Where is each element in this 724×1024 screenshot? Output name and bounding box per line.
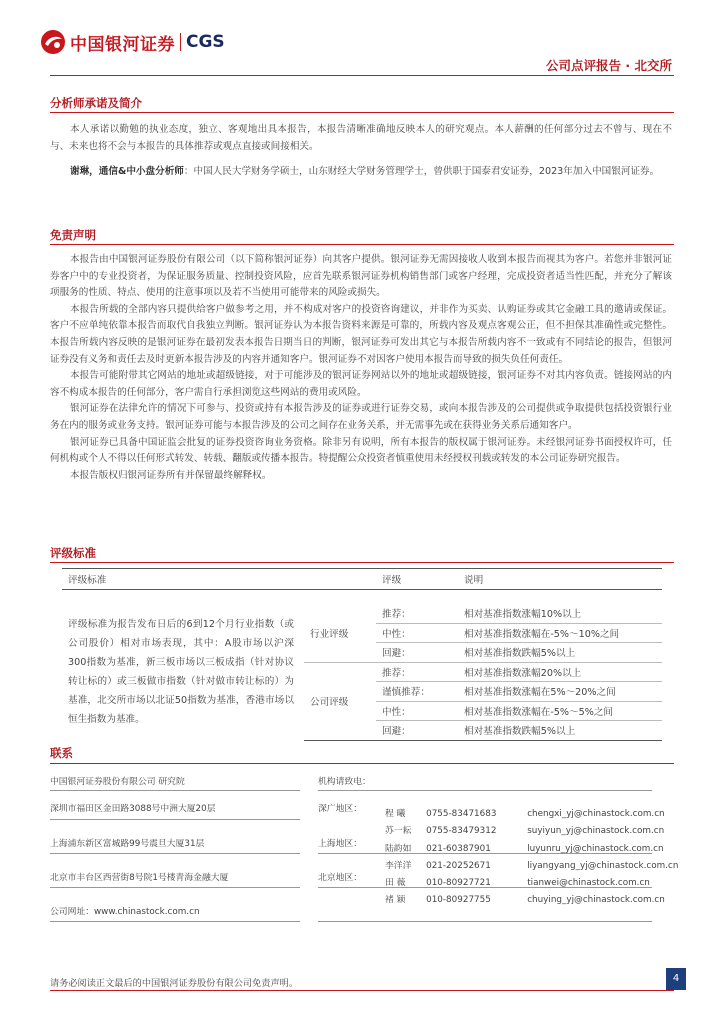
company-rating-label: 公司评级 <box>304 662 376 740</box>
disclaimer-paragraph: 银河证券在法律允许的情况下可参与、投资或持有本报告涉及的证券或进行证券交易，或向本报告涉及的公司提供或争取提供包括投资银行业务在内的服务或业务支持。银河证券可能与本报告涉及的公司之间存在业务关系，并无需事先或在获得业务关系后通知客户。 <box>50 403 672 431</box>
disclaimer-section-title: 免责声明 <box>50 228 96 242</box>
rating-desc: 相对基准指数涨幅20%以上 <box>458 662 662 682</box>
person-name: 田 薇 <box>385 878 406 888</box>
analyst-bio <box>50 164 672 181</box>
contact-divider <box>50 887 300 888</box>
disclaimer-paragraph: 本报告可能附带其它网站的地址或超级链接，对于可能涉及的银河证券网站以外的地址或超级链接，银河证券不对其内容负责。链接网站的内容不构成本报告的任何部分，客户需自行承担浏览这些网站的费用或风险。 <box>50 370 672 398</box>
footer-divider <box>50 990 674 991</box>
sales-label: 机构请致电： <box>318 777 371 787</box>
region-shanghai: 上海地区： <box>318 839 362 849</box>
region-beijing: 北京地区： <box>318 873 362 883</box>
disclaimer-body <box>50 252 672 484</box>
person-email[interactable]: tianwei@chinastock.com.cn <box>527 878 650 888</box>
person-name: 褚 颖 <box>385 895 406 905</box>
rating-grade: 推荐： <box>376 662 458 682</box>
contact-divider <box>50 853 300 854</box>
contact-section-divider <box>50 763 674 764</box>
contact-divider <box>318 921 652 922</box>
galaxy-logo-icon <box>40 29 66 55</box>
rating-header-row <box>62 569 662 590</box>
person-phone: 021-60387901 <box>426 844 491 854</box>
rating-desc: 相对基准指数涨幅在5%～20%之间 <box>458 682 662 702</box>
pledge-text: 本人承诺以勤勉的执业态度，独立、客观地出具本报告，本报告清晰准确地反映本人的研究观点。本人薪酬的任何部分过去不曾与、现在不与、未来也将不会与本报告的具体推荐或观点直接或间接相关。 <box>50 124 672 152</box>
contact-person <box>385 818 664 837</box>
analyst-bio-text: ：中国人民大学财务学硕士，山东财经大学财务管理学士，曾供职于国泰君安证券，2023年加入中国银河证券。 <box>183 166 660 177</box>
contact-divider <box>50 921 300 922</box>
contact-divider <box>318 790 652 791</box>
logo-divider <box>180 33 181 51</box>
contact-divider <box>50 819 300 820</box>
rating-grade: 中性： <box>376 623 458 643</box>
rating-rule-text: 评级标准为报告发布日后的6到12个月行业指数（或公司股价）相对市场表现，其中：A股市场以沪深300指数为基准，新三板市场以三板成指（针对协议转让标的）或三板做市指数（针对做市转让标的）为基准，北交所市场以北证50指数为基准，香港市场以恒生指数为基准。 <box>68 619 294 725</box>
disclaimer-paragraph: 本报告版权归银河证券所有并保留最终解释权。 <box>70 469 272 481</box>
analyst-section-divider <box>50 112 674 113</box>
rating-desc: 相对基准指数跌幅5%以上 <box>458 643 662 663</box>
address-shenzhen: 深圳市福田区金田路3088号中洲大厦20层 <box>50 804 216 814</box>
region-shenzhen: 深广地区： <box>318 804 362 814</box>
person-email[interactable]: luyunru_yj@chinastock.com.cn <box>527 844 664 854</box>
footer-note: 请务必阅读正文最后的中国银河证券股份有限公司免责声明。 <box>50 978 299 989</box>
header-grade: 评级 <box>376 569 458 590</box>
person-name: 陆韵如 <box>385 844 412 854</box>
disclaimer-section-divider <box>50 244 674 245</box>
contact-section-title: 联系 <box>50 746 73 760</box>
page-number: 4 <box>666 968 686 990</box>
address-shanghai: 上海浦东新区富城路99号震旦大厦31层 <box>50 839 205 849</box>
rating-desc: 相对基准指数涨幅在-5%～10%之间 <box>458 623 662 643</box>
rating-table <box>62 568 662 741</box>
contact-person <box>385 887 665 906</box>
person-name: 程 曦 <box>385 809 406 819</box>
disclaimer-paragraph: 本报告由中国银河证券股份有限公司（以下简称银河证券）向其客户提供。银河证券无需因接收人收到本报告而视其为客户。若您并非银河证券客户中的专业投资者，为保证服务质量、控制投资风险，应首先联系银河证券机构销售部门或客户经理，完成投资者适当性匹配，并充分了解该项服务的性质、特点、使用的注意事项以及若不当使用可能带来的风险或损失。 <box>50 254 672 299</box>
research-institute: 中国银河证券股份有限公司 研究院 <box>50 777 185 787</box>
person-email[interactable]: chuying_yj@chinastock.com.cn <box>527 895 665 905</box>
company-website[interactable]: 公司网址：www.chinastock.com.cn <box>50 907 200 917</box>
rating-section-title: 评级标准 <box>50 546 96 560</box>
analyst-section-title: 分析师承诺及简介 <box>50 96 142 110</box>
person-name: 李洋洋 <box>385 861 412 871</box>
header-divider <box>50 75 674 76</box>
rating-grade: 推荐： <box>376 604 458 623</box>
disclaimer-paragraph: 银河证券已具备中国证监会批复的证券投资咨询业务资格。除非另有说明，所有本报告的版权属于银河证券。未经银河证券书面授权许可，任何机构或个人不得以任何形式转发、转载、翻版或传播本报告。特提醒公众投资者慎重使用未经授权刊载或转发的本公司证券研究报告。 <box>50 436 672 465</box>
person-email[interactable]: suyiyun_yj@chinastock.com.cn <box>527 826 665 836</box>
report-type: 公司点评报告 · 北交所 <box>546 58 672 73</box>
person-email[interactable]: chengxi_yj@chinastock.com.cn <box>527 809 665 819</box>
company-logo <box>40 28 225 56</box>
contact-divider <box>50 790 300 791</box>
rating-section-divider <box>50 562 674 563</box>
rating-desc: 相对基准指数涨幅在-5%～5%之间 <box>458 701 662 721</box>
analyst-pledge <box>50 122 672 155</box>
address-beijing: 北京市丰台区西营街8号院1号楼青海金融大厦 <box>50 873 229 883</box>
person-phone: 021-20252671 <box>426 861 491 871</box>
rating-grade: 回避： <box>376 721 458 741</box>
header-desc: 说明 <box>458 569 662 590</box>
person-phone: 0755-83471683 <box>426 809 497 819</box>
person-name: 苏一耘 <box>385 826 412 836</box>
rating-grade: 中性： <box>376 701 458 721</box>
header-standard: 评级标准 <box>62 569 304 590</box>
person-phone: 0755-83479312 <box>426 826 497 836</box>
disclaimer-paragraph: 本报告所载的全部内容只提供给客户做参考之用，并不构成对客户的投资咨询建议，并非作为买卖、认购证券或其它金融工具的邀请或保证。客户不应单纯依靠本报告而取代自我独立判断。银河证券认为本报告资料来源是可靠的，所载内容及观点客观公正，但不担保其准确性或完整性。本报告所载内容反映的是银河证券在最初发表本报告日期当日的判断，银河证券可发出其它与本报告所载内容不一致或有不同结论的报告，但银河证券没有义务和责任去及时更新本报告涉及的内容并通知客户。银河证券不对因客户使用本报告而导致的损失负任何责任。 <box>50 303 672 365</box>
logo-text-cn: 中国银河证券 <box>70 34 175 55</box>
logo-text-en: CGS <box>186 32 225 52</box>
person-phone: 010-80927721 <box>426 878 491 888</box>
rating-desc: 相对基准指数跌幅5%以上 <box>458 721 662 741</box>
rating-grade: 谨慎推荐： <box>376 682 458 702</box>
person-phone: 010-80927755 <box>426 895 491 905</box>
person-email[interactable]: liyangyang_yj@chinastock.com.cn <box>527 861 679 871</box>
rating-grade: 回避： <box>376 643 458 663</box>
rating-desc: 相对基准指数涨幅10%以上 <box>458 604 662 623</box>
analyst-name: 谢琳，通信&中小盘分析师 <box>70 166 184 177</box>
industry-rating-label: 行业评级 <box>304 604 376 662</box>
